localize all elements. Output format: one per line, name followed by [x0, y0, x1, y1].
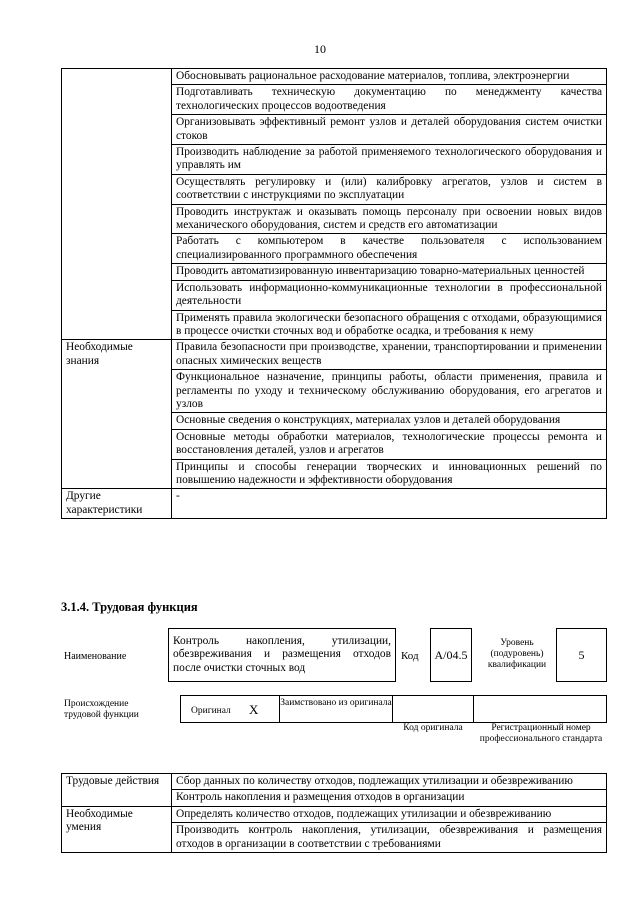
reg-number-caption: Регистрационный номер профессионального стандарта: [479, 723, 603, 744]
original-label: Оригинал: [191, 706, 231, 716]
item-cell: Обосновывать рациональное расходование материалов, топлива, электроэнергии: [172, 69, 607, 85]
table2-body: [62, 774, 607, 853]
item-cell: Подготавливать техническую документацию по менеджменту качества технологических процессов водоотведения: [172, 85, 607, 115]
item-cell: Определять количество отходов, подлежащих утилизации и обезвреживанию: [172, 806, 607, 822]
orig-code-caption: Код оригинала: [403, 723, 463, 733]
name-label: Наименование: [64, 651, 127, 662]
item-cell: Работать с компьютером в качестве пользователя с использованием специализированного программного обеспечения: [172, 234, 607, 264]
item-cell: -: [172, 489, 607, 519]
section-title: 3.1.4. Трудовая функция: [61, 600, 198, 614]
item-cell: Функциональное назначение, принципы работы, области применения, правила и регламенты по уходу и техническому обслуживанию оборудования, его агрегатов и узлов: [172, 370, 607, 413]
row-label: Необходимые знания: [62, 340, 172, 489]
table-row: [62, 340, 607, 370]
item-cell: Правила безопасности при производстве, хранении, транспортировании и применении опасных химических веществ: [172, 340, 607, 370]
table-row: [62, 489, 607, 519]
item-cell: Организовывать эффективный ремонт узлов и деталей оборудования систем очистки стоков: [172, 115, 607, 145]
page-number: 10: [314, 42, 326, 56]
item-cell: Применять правила экологически безопасного обращения с отходами, образующимися в процессе очистки сточных вод и обработке осадка, и требования к нему: [172, 310, 607, 340]
item-cell: Сбор данных по количеству отходов, подлежащих утилизации и обезвреживанию: [172, 774, 607, 790]
item-cell: Проводить автоматизированную инвентаризацию товарно-материальных ценностей: [172, 264, 607, 280]
row-label: Трудовые действия: [62, 774, 172, 807]
level-label: Уровень (подуровень) квалификации: [487, 638, 547, 670]
level-value: 5: [556, 628, 607, 682]
item-cell: Основные методы обработки материалов, технологические процессы ремонта и восстановления деталей, узлов и агрегатов: [172, 429, 607, 459]
code-label: Код: [401, 650, 419, 662]
original-cell: [180, 695, 280, 723]
item-cell: Основные сведения о конструкциях, материалах узлов и деталей оборудования: [172, 413, 607, 429]
table-row: [62, 806, 607, 822]
original-mark: X: [249, 702, 259, 717]
item-cell: Принципы и способы генерации творческих и инновационных решений по повышению надежности и эффективности оборудования: [172, 459, 607, 489]
row-label: [62, 69, 172, 340]
item-cell: Контроль накопления и размещения отходов в организации: [172, 790, 607, 806]
row-label: Другие характеристики: [62, 489, 172, 519]
item-cell: Проводить инструктаж и оказывать помощь персоналу при освоении новых видов механического оборудования, систем и средств его автоматизации: [172, 204, 607, 234]
reg-number-cell: [473, 695, 607, 723]
row-label: Необходимые умения: [62, 806, 172, 852]
skills-knowledge-table: [61, 68, 607, 519]
table-row: [62, 69, 607, 85]
table1-body: [62, 69, 607, 519]
origin-label: Происхождение трудовой функции: [64, 699, 139, 720]
orig-code-cell: [392, 695, 474, 723]
item-cell: Производить наблюдение за работой применяемого технологического оборудования и управлять им: [172, 145, 607, 175]
table-row: [62, 774, 607, 790]
name-value: Контроль накопления, утилизации, обезвреживания и размещения отходов после очистки сточных вод: [173, 635, 391, 674]
name-box: [168, 628, 396, 682]
item-cell: Производить контроль накопления, утилизации, обезвреживания и размещения отходов в организации в соответствии с требованиями: [172, 823, 607, 853]
code-value: A/04.5: [430, 628, 472, 682]
labor-actions-table: [61, 773, 607, 853]
item-cell: Использовать информационно-коммуникационные технологии в профессиональной деятельности: [172, 280, 607, 310]
borrowed-label: Заимствовано из оригинала: [279, 695, 393, 723]
item-cell: Осуществлять регулировку и (или) калибровку агрегатов, узлов и систем в соответствии с инструкциями по эксплуатации: [172, 174, 607, 204]
